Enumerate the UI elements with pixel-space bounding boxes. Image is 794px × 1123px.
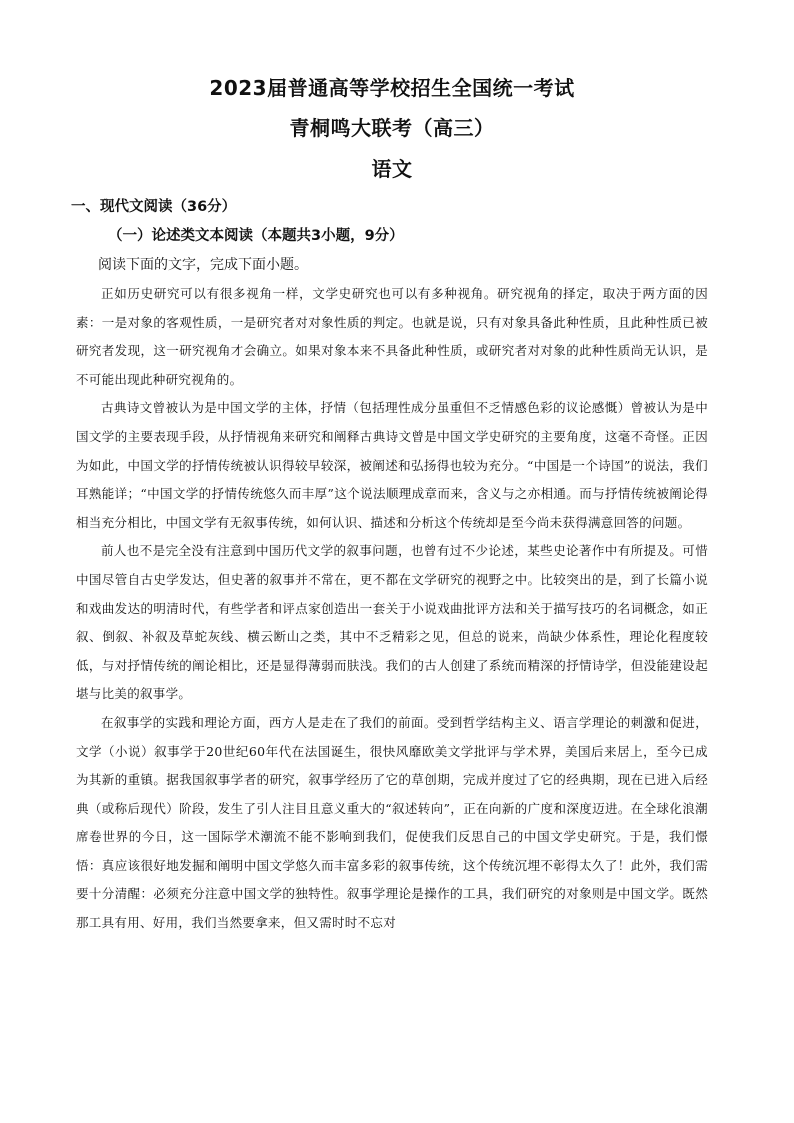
section-heading: 一、现代文阅读（36分） bbox=[71, 199, 237, 215]
passage-paragraph-2: 古典诗文曾被认为是中国文学的主体，抒情（包括理性成分虽重但不乏情感色彩的议论感慨）曾被认为是中国文学的主要表现手段，从抒情视角来研究和阐释古典诗文曾是中国文学史研究的主要角度，这毫不奇怪。正因为如此，中国文学的抒情传统被认识得较早较深，被阐述和弘扬得也较为充分。“中国是一个诗国”的说法，我们耳熟能详；“中国文学的抒情传统悠久而丰厚”这个说法顺理成章而来，含义与之亦相通。而与抒情传统被阐论得相当充分相比，中国文学有无叙事传统，如何认识、描述和分析这个传统却是至今尚未获得满意回答的问题。 bbox=[76, 400, 708, 530]
passage-paragraph-1: 正如历史研究可以有很多视角一样，文学史研究也可以有多种视角。研究视角的择定，取决于两方面的因素：一是对象的客观性质，一是研究者对对象性质的判定。也就是说，只有对象具备此种性质，且此种性质已被研究者发现，这一研究视角才会确立。如果对象本来不具备此种性质，或研究者对对象的此种性质尚无认识，是不可能出现此种研究视角的。 bbox=[76, 286, 708, 387]
exam-title: 2023届普通高等学校招生全国统一考试 bbox=[209, 76, 575, 100]
subsection-heading: （一）论述类文本阅读（本题共3小题，9分） bbox=[108, 228, 404, 244]
reading-instruction: 阅读下面的文字，完成下面小题。 bbox=[98, 257, 308, 273]
subject-title: 语文 bbox=[371, 157, 413, 181]
exam-subtitle: 青桐鸣大联考（高三） bbox=[289, 116, 495, 140]
passage-paragraph-3: 前人也不是完全没有注意到中国历代文学的叙事问题，也曾有过不少论述，某些史论著作中有所提及。可惜中国尽管自古史学发达，但史著的叙事并不常在，更不都在文学研究的视野之中。比较突出的是，到了长篇小说和戏曲发达的明清时代，有些学者和评点家创造出一套关于小说戏曲批评方法和关于描写技巧的名词概念，如正叙、倒叙、补叙及草蛇灰线、横云断山之类，其中不乏精彩之见，但总的说来，尚缺少体系性，理论化程度较低，与对抒情传统的阐论相比，还是显得薄弱而肤浅。我们的古人创建了系统而精深的抒情诗学，但没能建设起堪与比美的叙事学。 bbox=[76, 543, 708, 702]
reading-passage bbox=[76, 280, 708, 938]
passage-paragraph-4: 在叙事学的实践和理论方面，西方人是走在了我们的前面。受到哲学结构主义、语言学理论的刺激和促进，文学（小说）叙事学于20世纪60年代在法国诞生，很快风靡欧美文学批评与学术界，美国后来居上，至今已成为其新的重镇。据我国叙事学者的研究，叙事学经历了它的草创期，完成并度过了它的经典期，现在已进入后经典（或称后现代）阶段，发生了引人注目且意义重大的“叙述转向”，正在向新的广度和深度迈进。在全球化浪潮席卷世界的今日，这一国际学术潮流不能不影响到我们，促使我们反思自己的中国文学史研究。于是，我们憬悟：真应该很好地发掘和阐明中国文学悠久而丰富多彩的叙事传统，这个传统沉埋不彰得太久了！此外，我们需要十分清醒：必须充分注意中国文学的独特性。叙事学理论是操作的工具，我们研究的对象则是中国文学。既然那工具有用、好用，我们当然要拿来，但又需时时不忘对 bbox=[76, 714, 708, 931]
